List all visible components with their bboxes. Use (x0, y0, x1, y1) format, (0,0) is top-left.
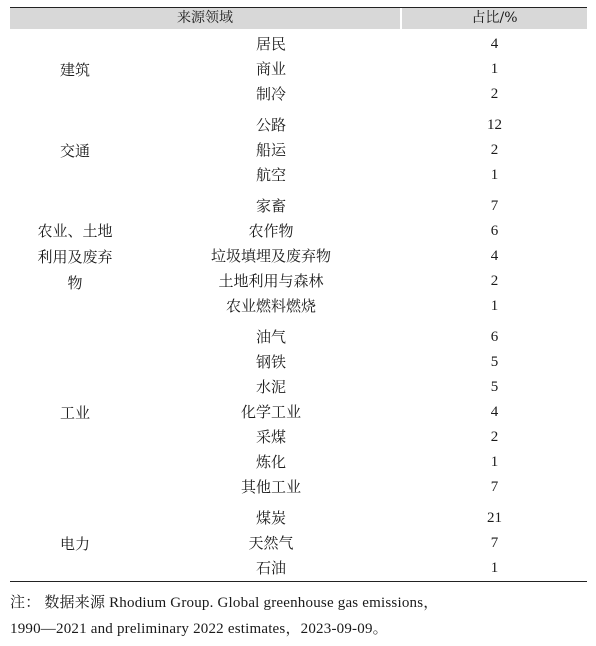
group-label-line: 农业、土地 (37, 221, 113, 240)
note-line-2: 1990—2021 and preliminary 2022 estimates，2023-09-09。 (10, 621, 388, 637)
item-share: 7 (490, 198, 499, 214)
item-name: 化学工业 (240, 403, 301, 421)
table-header (10, 7, 587, 29)
item-name: 航空 (255, 166, 286, 184)
item-name: 煤炭 (255, 509, 286, 527)
table-row (10, 400, 587, 425)
item-share: 1 (490, 61, 499, 77)
item-share: 1 (490, 454, 499, 470)
item-name: 石油 (255, 559, 286, 577)
item-name: 水泥 (255, 378, 286, 396)
table-row (10, 475, 587, 500)
table-group (10, 319, 587, 500)
item-share: 5 (490, 379, 499, 395)
item-name: 船运 (255, 141, 286, 159)
item-share: 4 (490, 36, 499, 52)
table-row (10, 194, 587, 219)
item-name: 钢铁 (255, 353, 286, 371)
item-name: 制冷 (255, 85, 286, 103)
item-name: 居民 (255, 35, 286, 53)
table-row (10, 556, 587, 581)
table-row (10, 269, 587, 294)
table-row (10, 57, 587, 82)
item-share: 21 (487, 510, 502, 526)
item-share: 4 (490, 248, 499, 264)
item-share: 6 (490, 223, 499, 239)
emissions-table (10, 7, 587, 582)
item-name: 公路 (255, 116, 286, 134)
note-line-1: 注： 数据来源 Rhodium Group. Global greenhouse gas emissions， (10, 595, 439, 611)
group-label-line: 物 (67, 273, 83, 292)
table-row (10, 163, 587, 188)
table-row (10, 425, 587, 450)
item-share: 1 (490, 298, 499, 314)
table-row (10, 138, 587, 163)
table-row (10, 32, 587, 57)
item-share: 5 (490, 354, 499, 370)
table-bottom-rule (10, 581, 587, 582)
table-row (10, 219, 587, 244)
item-name: 其他工业 (240, 478, 301, 496)
group-label-line: 交通 (59, 141, 90, 160)
item-share: 2 (490, 86, 499, 102)
item-name: 炼化 (255, 453, 286, 471)
item-share: 12 (487, 117, 502, 133)
header-share: 占比/% (471, 10, 518, 26)
table-row (10, 82, 587, 107)
item-name: 家畜 (255, 197, 286, 215)
item-share: 1 (490, 560, 499, 576)
table-note (10, 590, 590, 642)
item-share: 4 (490, 404, 499, 420)
table-group (10, 107, 587, 188)
item-name: 商业 (255, 60, 286, 78)
table-row (10, 450, 587, 475)
table-row (10, 294, 587, 319)
table-row (10, 531, 587, 556)
table-row (10, 113, 587, 138)
item-share: 7 (490, 535, 499, 551)
table-row (10, 325, 587, 350)
item-name: 油气 (255, 328, 286, 346)
table-row (10, 244, 587, 269)
group-label-line: 电力 (59, 534, 90, 553)
item-name: 采煤 (255, 428, 286, 446)
item-share: 2 (490, 429, 499, 445)
item-name: 垃圾填埋及废弃物 (210, 247, 331, 265)
item-share: 2 (490, 273, 499, 289)
table-group (10, 500, 587, 581)
item-share: 6 (490, 329, 499, 345)
group-label-line: 建筑 (59, 60, 90, 79)
group-label-line: 工业 (59, 403, 90, 422)
table-row (10, 350, 587, 375)
item-share: 7 (490, 479, 499, 495)
table-group (10, 29, 587, 107)
header-source: 来源领域 (10, 8, 402, 29)
item-name: 农作物 (248, 222, 294, 240)
item-name: 土地利用与森林 (218, 272, 324, 290)
table-row (10, 506, 587, 531)
table-row (10, 375, 587, 400)
table-body (10, 29, 587, 581)
table-group (10, 188, 587, 319)
group-label-line: 利用及废弃 (37, 247, 113, 266)
item-share: 2 (490, 142, 499, 158)
item-name: 天然气 (248, 534, 294, 552)
item-share: 1 (490, 167, 499, 183)
item-name: 农业燃料燃烧 (225, 297, 316, 315)
